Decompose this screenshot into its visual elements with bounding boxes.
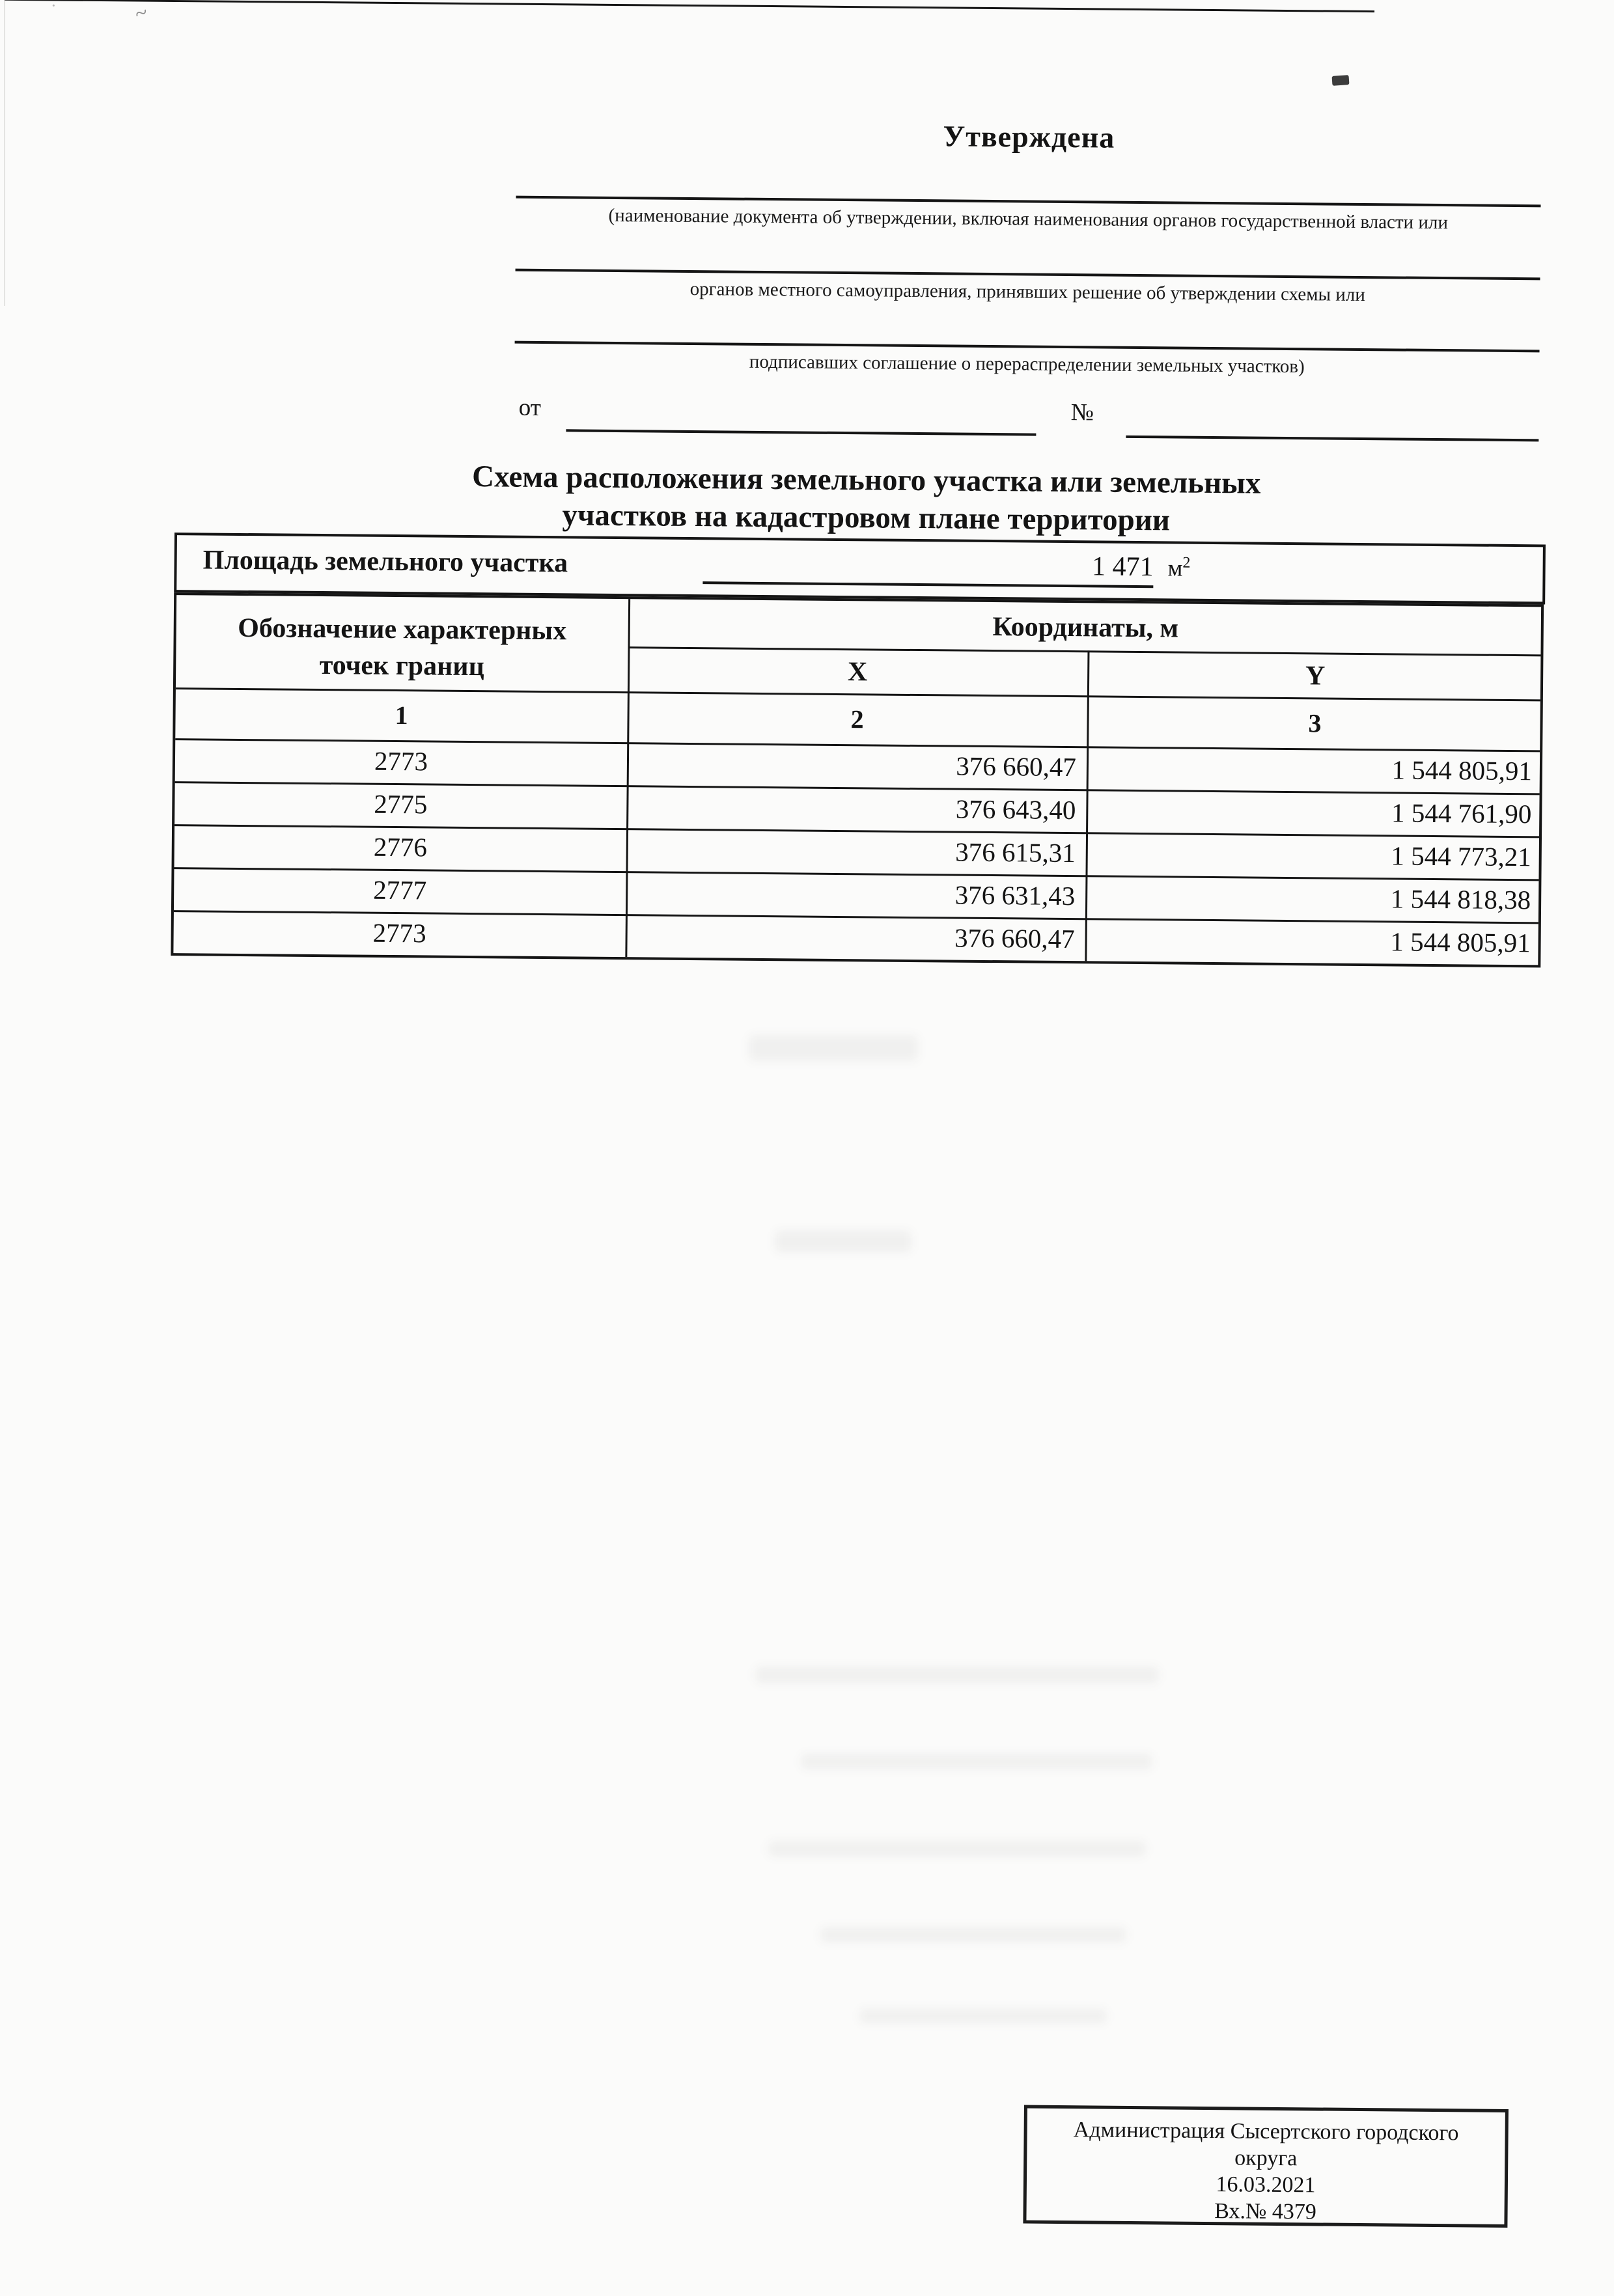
y-coordinate-cell: 1 544 761,90 [1391, 797, 1532, 829]
stamp-organization-line-1: Администрация Сысертского городского [1073, 2118, 1459, 2146]
x-coordinate-cell: 376 615,31 [955, 837, 1076, 868]
stamp-date: 16.03.2021 [1216, 2172, 1316, 2198]
stamp-organization-line-2: округа [1234, 2146, 1298, 2171]
administration-intake-stamp [1023, 2105, 1509, 2228]
column-header-x: X [847, 657, 868, 687]
y-coordinate-cell: 1 544 773,21 [1391, 840, 1531, 872]
land-area-blank-line [703, 581, 1153, 588]
x-coordinate-cell: 376 660,47 [956, 751, 1077, 782]
y-coordinate-cell: 1 544 805,91 [1391, 754, 1533, 786]
date-blank-line [566, 429, 1036, 436]
table-frame-top-line [5, 0, 1374, 12]
column-header-coordinates: Координаты, м [992, 612, 1179, 644]
point-number-cell: 2773 [372, 917, 426, 948]
land-area-value: 1 471 [1091, 551, 1154, 583]
x-coordinate-cell: 376 631,43 [954, 879, 1076, 911]
scheme-title-line-2: участков на кадастровом плане территории [562, 498, 1171, 538]
approval-caption-1: (наименование документа об утверждении, включая наименования органов государственной власти или [608, 204, 1449, 234]
land-area-unit: $м^2$ [1167, 554, 1191, 581]
x-coordinate-cell: 376 660,47 [954, 922, 1075, 954]
point-number-cell: 2776 [373, 831, 428, 863]
approved-heading: Утверждена [943, 119, 1115, 154]
scan-speck-dot: · [51, 0, 57, 15]
point-number-cell: 2773 [374, 745, 428, 777]
point-number-cell: 2775 [374, 788, 428, 820]
y-coordinate-cell: 1 544 805,91 [1390, 926, 1531, 958]
approval-caption-3: подписавших соглашение о перераспределении земельных участков) [749, 351, 1305, 378]
date-from-label: от [518, 394, 542, 421]
column-numbering-row: 1 2 3 [395, 700, 1322, 738]
scan-speck-mark: ~ [132, 0, 151, 27]
point-number-cell: 2777 [373, 874, 427, 906]
stamp-incoming-number: Вх.№ 4379 [1214, 2199, 1317, 2224]
y-coordinate-cell: 1 544 818,38 [1390, 883, 1531, 915]
document-number-label: № [1070, 399, 1094, 426]
number-blank-line [1126, 436, 1538, 442]
column-header-y: Y [1305, 661, 1326, 691]
approval-caption-2: органов местного самоуправления, принявших решение об утверждении схемы или [689, 278, 1365, 306]
x-coordinate-cell: 376 643,40 [955, 794, 1076, 825]
land-area-label: Площадь земельного участка [202, 545, 568, 579]
scheme-title-line-1: Схема расположения земельного участка или земельных [471, 460, 1261, 501]
column-header-point-designation: Обозначение характерных точек границ [238, 613, 567, 682]
coordinates-table [171, 592, 1544, 967]
